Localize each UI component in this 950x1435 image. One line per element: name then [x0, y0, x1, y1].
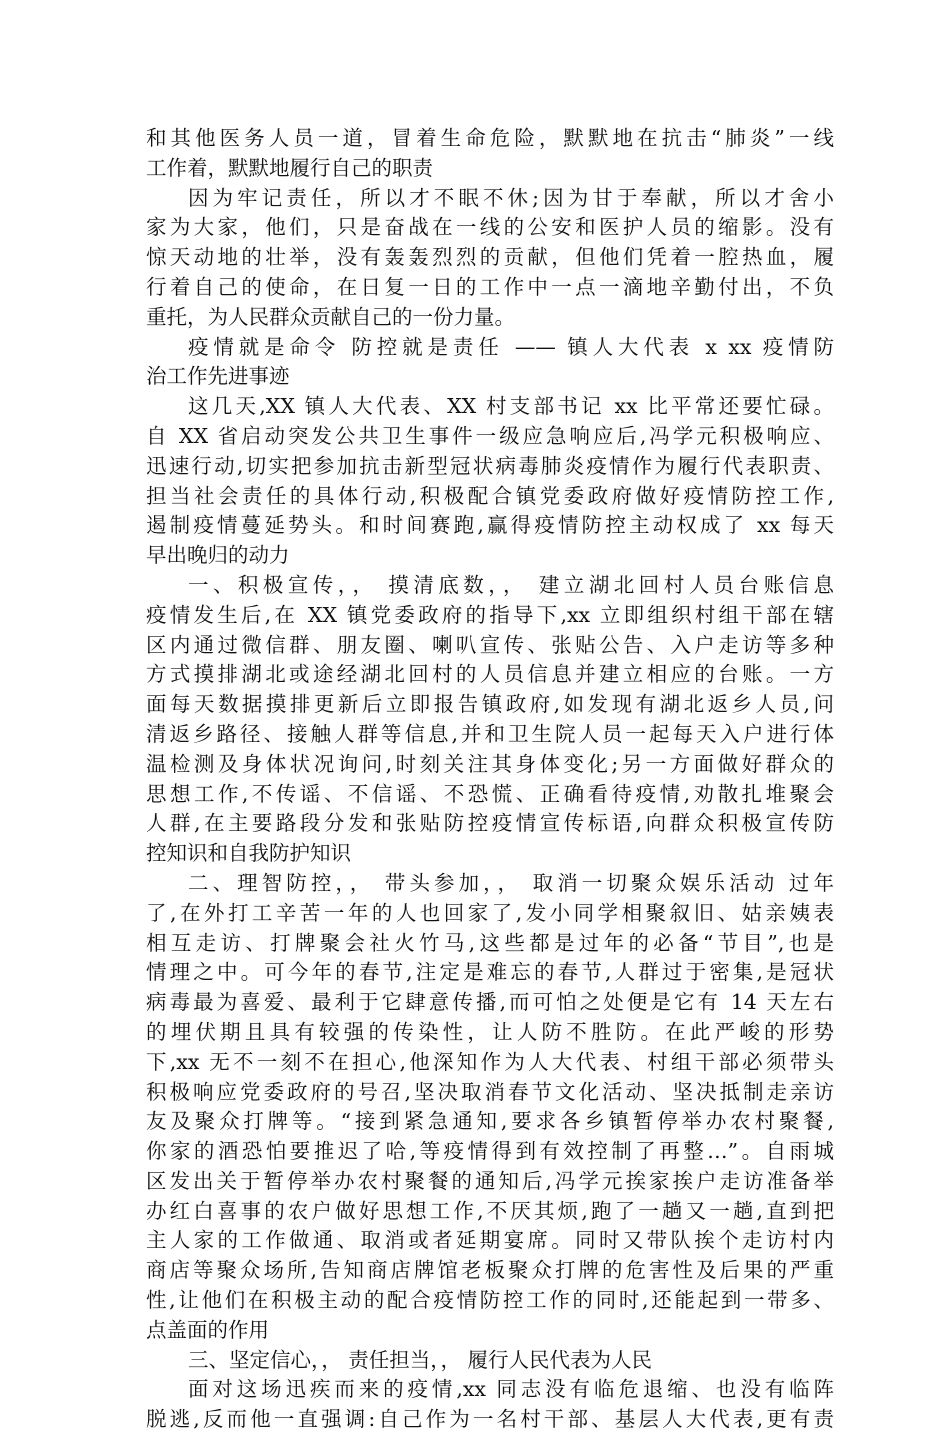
text-line: 一、积极宣传，， 摸清底数，， 建立湖北回村人员台账信息	[188, 572, 834, 597]
text-line: 工作着，默默地履行自己的职责	[146, 155, 433, 180]
text-line: 区内通过微信群、朋友圈、喇叭宣传、张贴公告、入户走访等多种	[146, 632, 834, 657]
text-line: 病毒最为喜爱、最利于它肆意传播,而可怕之处便是它有 14 天左右	[146, 990, 834, 1015]
text-line: 脱逃,反而他一直强调:自己作为一名村干部、基层人大代表,更有责	[146, 1407, 834, 1432]
text-line: 了,在外打工辛苦一年的人也回家了,发小同学相聚叙旧、姑亲姨表	[146, 900, 834, 925]
text-line: 的埋伏期且具有较强的传染性，让人防不胜防。在此严峻的形势	[146, 1019, 834, 1044]
text-line: 二、理智防控，， 带头参加，， 取消一切聚众娱乐活动 过年	[188, 870, 834, 895]
text-line: 下,xx 无不一刻不在担心,他深知作为人大代表、村组干部必须带头	[146, 1049, 834, 1074]
text-line: 办红白喜事的农户做好思想工作,不厌其烦,跑了一趟又一趟,直到把	[146, 1198, 834, 1223]
text-line: 三、坚定信心，， 责任担当，， 履行人民代表为人民	[188, 1347, 653, 1372]
text-line: 因为牢记责任，所以才不眠不休;因为甘于奉献，所以才舍小	[188, 185, 834, 210]
text-line: 疫情就是命令 防控就是责任 —— 镇人大代表 x xx 疫情防	[188, 334, 834, 359]
text-line: 行着自己的使命，在日复一日的工作中一点一滴地辛勤付出，不负	[146, 274, 834, 299]
text-line: 方式摸排湖北或途经湖北回村的人员信息并建立相应的台账。一方	[146, 662, 834, 687]
document-body	[146, 124, 834, 1435]
text-line: 家为大家，他们，只是奋战在一线的公安和医护人员的缩影。没有	[146, 215, 834, 240]
text-line: 你家的酒恐怕要推迟了哈,等疫情得到有效控制了再整…”。自雨城	[146, 1139, 834, 1164]
text-line: 点盖面的作用	[146, 1317, 269, 1342]
text-line: 积极响应党委政府的号召,坚决取消春节文化活动、坚决抵制走亲访	[146, 1079, 834, 1104]
text-line: 和其他医务人员一道，冒着生命危险，默默地在抗击“肺炎”一线	[146, 126, 834, 150]
text-line: 担当社会责任的具体行动,积极配合镇党委政府做好疫情防控工作,	[146, 483, 834, 508]
text-line: 遏制疫情蔓延势头。和时间赛跑,赢得疫情防控主动权成了 xx 每天	[146, 513, 834, 538]
text-line: 治工作先进事迹	[146, 364, 290, 389]
text-line: 迅速行动,切实把参加抗击新型冠状病毒肺炎疫情作为履行代表职责、	[146, 453, 834, 478]
text-line: 疫情发生后,在 XX 镇党委政府的指导下,xx 立即组织村组干部在辖	[146, 602, 834, 627]
text-line: 思想工作,不传谣、不信谣、不恐慌、正确看待疫情,劝散扎堆聚会	[146, 781, 834, 806]
text-line: 主人家的工作做通、取消或者延期宴席。同时又带队挨个走访村内	[146, 1228, 834, 1253]
text-line: 面对这场迅疾而来的疫情,xx 同志没有临危退缩、也没有临阵	[188, 1377, 834, 1402]
text-line: 商店等聚众场所,告知商店牌馆老板聚众打牌的危害性及后果的严重	[146, 1258, 834, 1283]
text-line: 性,让他们在积极主动的配合疫情防控工作的同时,还能起到一带多、	[146, 1288, 834, 1313]
text-line: 友及聚众打牌等。“接到紧急通知,要求各乡镇暂停举办农村聚餐,	[146, 1109, 834, 1134]
text-line: 控知识和自我防护知识	[146, 841, 351, 866]
text-line: 清返乡路径、接触人群等信息,并和卫生院人员一起每天入户进行体	[146, 721, 834, 746]
text-line: 这几天,XX 镇人大代表、XX 村支部书记 xx 比平常还要忙碌。	[188, 394, 834, 419]
text-line: 人群,在主要路段分发和张贴防控疫情宣传标语,向群众积极宣传防	[146, 811, 834, 836]
text-line: 自 XX 省启动突发公共卫生事件一级应急响应后,冯学元积极响应、	[146, 423, 834, 448]
text-line: 早出晚归的动力	[146, 543, 290, 568]
text-line: 情理之中。可今年的春节,注定是难忘的春节,人群过于密集,是冠状	[146, 960, 834, 985]
text-line: 区发出关于暂停举办农村聚餐的通知后,冯学元挨家挨户走访准备举	[146, 1168, 834, 1193]
text-line: 惊天动地的壮举，没有轰轰烈烈的贡献，但他们凭着一腔热血，履	[146, 245, 834, 270]
text-line: 面每天数据摸排更新后立即报告镇政府,如发现有湖北返乡人员,问	[146, 692, 834, 717]
text-line: 重托，为人民群众贡献自己的一份力量。	[146, 304, 515, 329]
text-line: 温检测及身体状况询问,时刻关注其身体变化;另一方面做好群众的	[146, 751, 834, 776]
text-line: 相互走访、打牌聚会社火竹马,这些都是过年的必备“节目”,也是	[146, 930, 834, 955]
